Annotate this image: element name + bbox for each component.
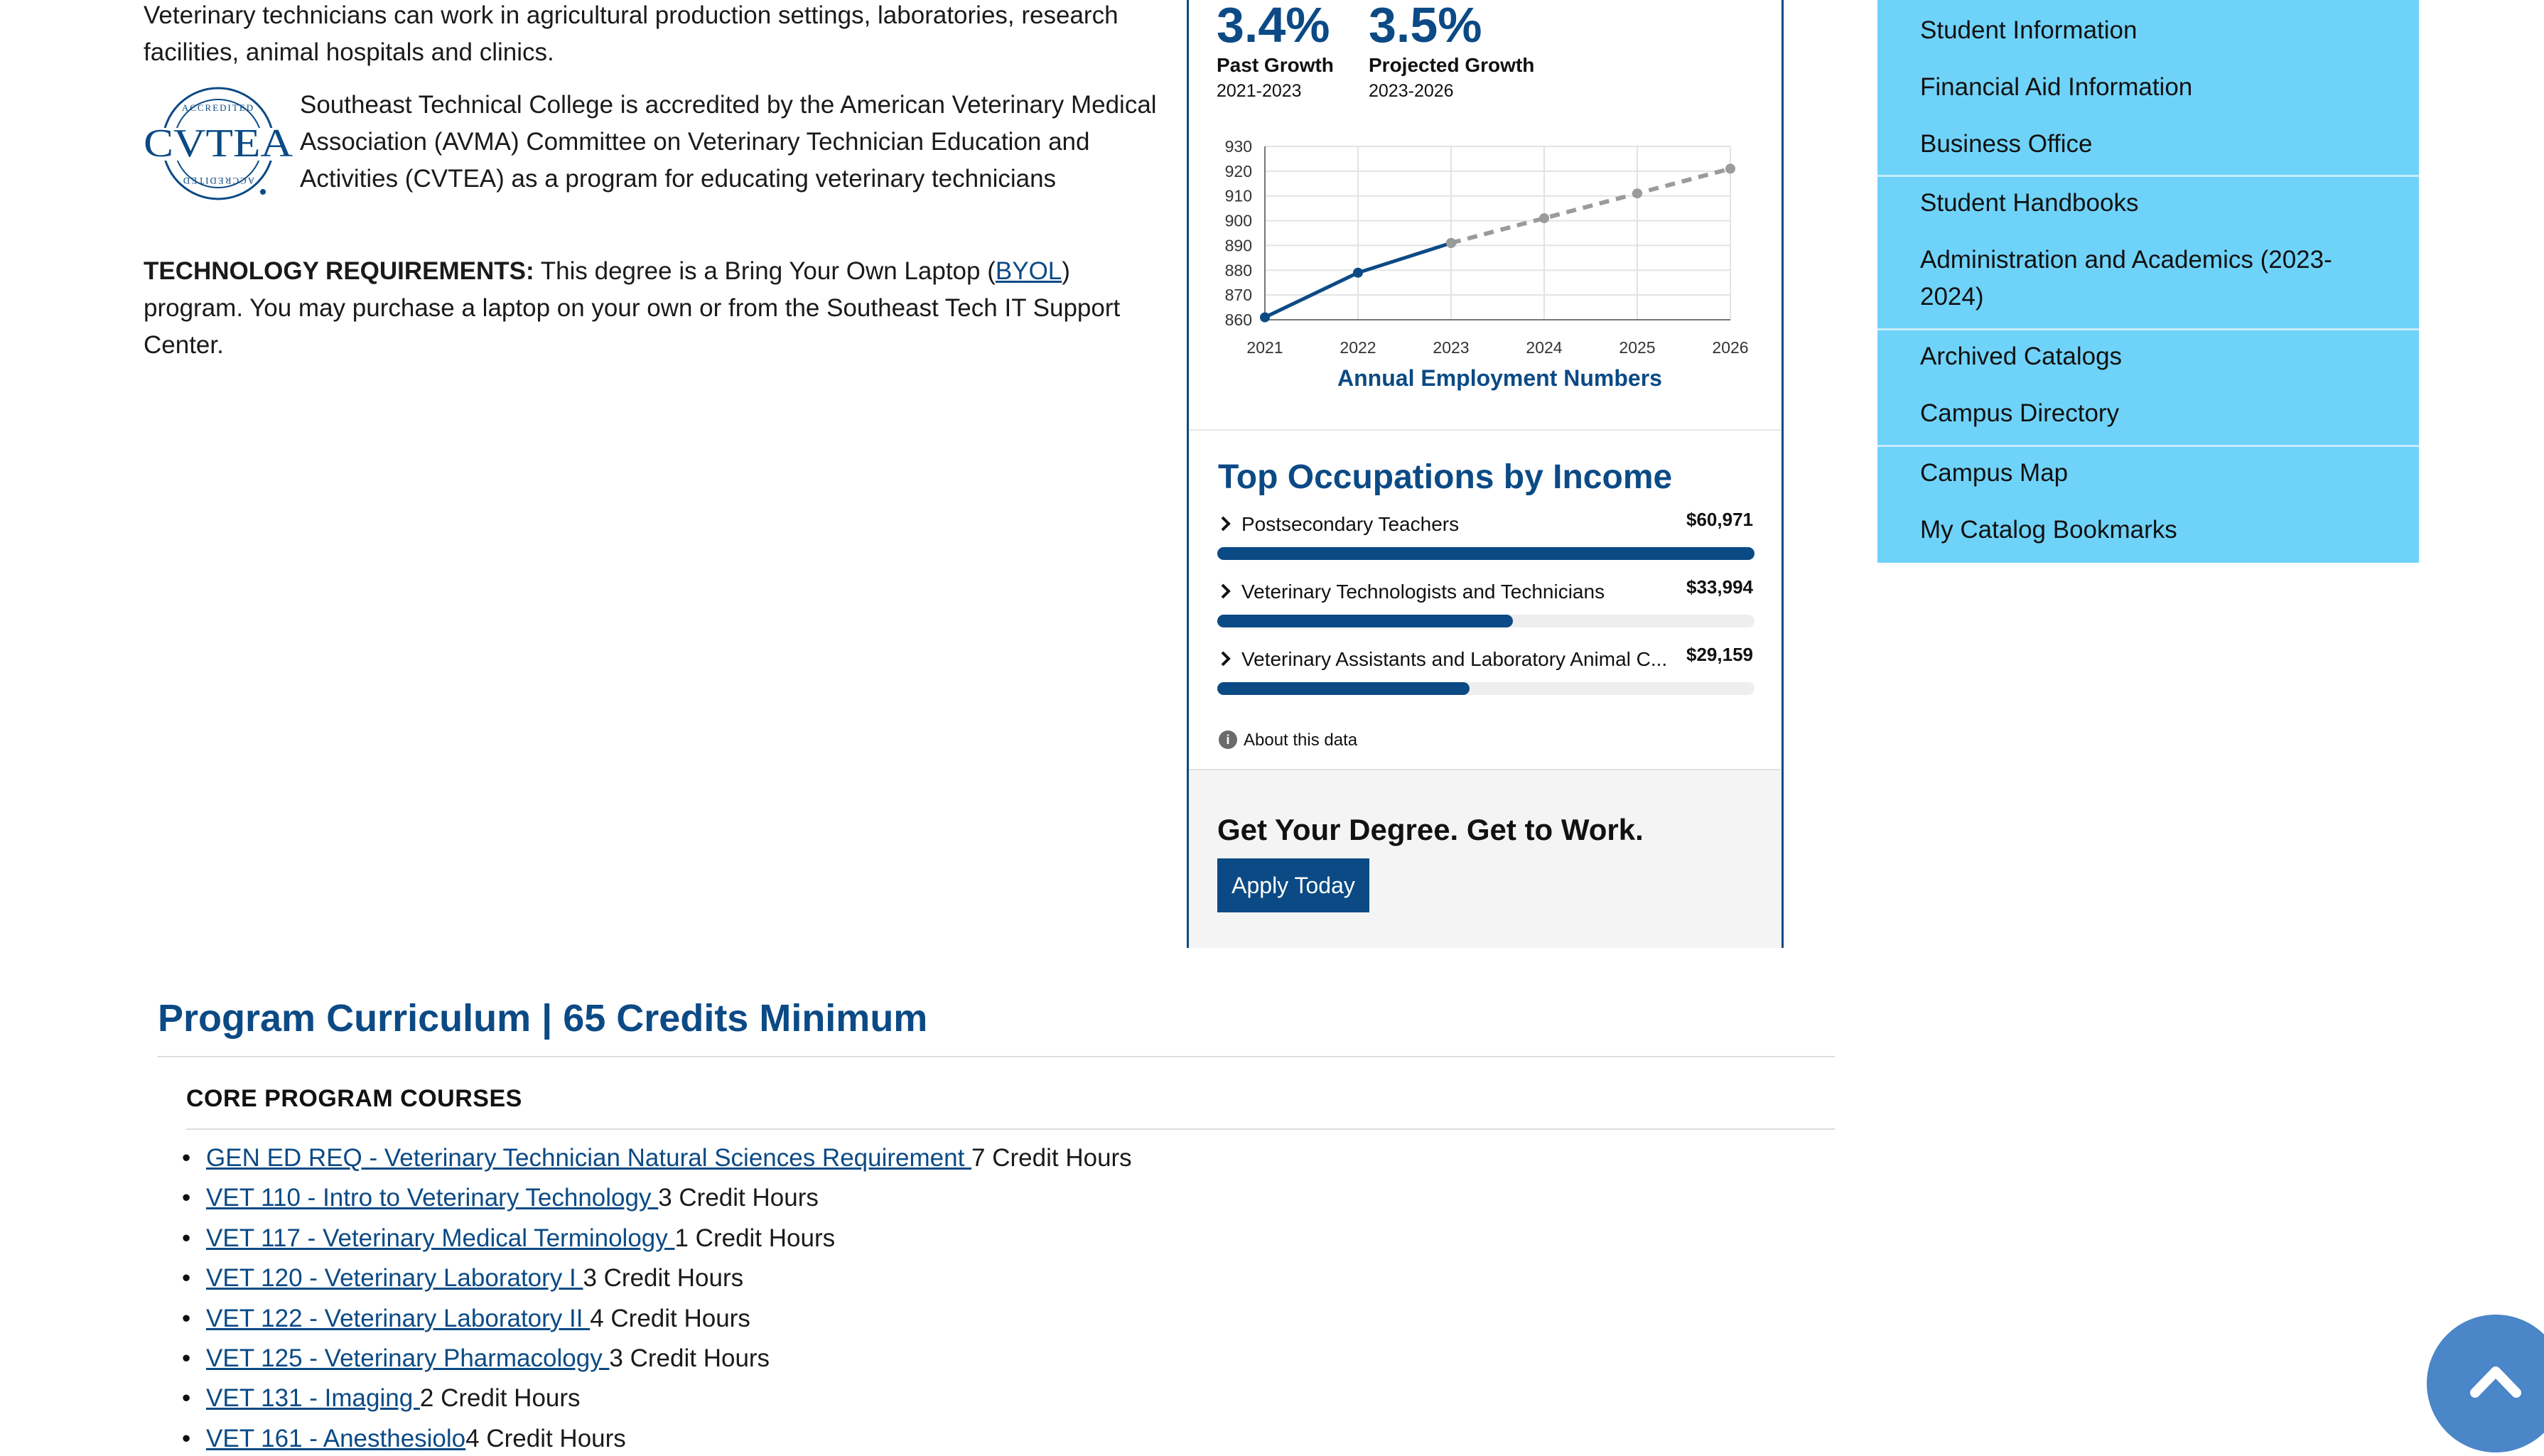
sidebar-item-business-office[interactable]: Business Office [1920,130,2093,158]
course-credits: 3 Credit Hours [658,1184,819,1212]
sidebar-item-campus-map[interactable]: Campus Map [1920,459,2069,487]
y-tick-label: 920 [1224,161,1252,180]
course-credits: 2 Credit Hours [419,1384,581,1413]
chevron-right-icon [1219,649,1233,668]
course-credits: 3 Credit Hours [583,1264,744,1293]
projected-point [1725,163,1735,173]
occupation-income: $33,994 [1686,576,1753,598]
occupation-bar-fill [1217,615,1513,627]
y-tick-label: 880 [1224,261,1252,280]
actual-point [1260,313,1270,323]
bullet: • [182,1304,191,1332]
x-tick-label: 2023 [1433,338,1470,357]
sidebar-item-student-information[interactable]: Student Information [1920,16,2138,44]
projected-point [1632,188,1642,198]
sidebar-item-campus-directory[interactable]: Campus Directory [1920,399,2120,427]
actual-point [1353,268,1363,278]
projected-growth-label: Projected Growth [1369,54,1535,76]
bullet: • [182,1264,191,1293]
sidebar-item-archived-catalogs[interactable]: Archived Catalogs [1920,343,2123,370]
chart-title: Annual Employment Numbers [1337,365,1662,391]
x-tick-label: 2025 [1619,338,1656,357]
occupation-bar-track [1217,615,1755,627]
accreditation-text: Southeast Technical College is accredited by the American Veterinary Medical Association (AVMA) Committee on Veterinary Technician Education and Activities (CVTEA) as a program for educating veterinary technicians [300,91,1157,193]
occupation-name: Veterinary Assistants and Laboratory Animal C... [1241,648,1668,670]
course-credits: 1 Credit Hours [674,1224,836,1252]
course-credits: 7 Credit Hours [971,1144,1132,1172]
course-credits: 4 Credit Hours [465,1424,626,1452]
svg-text:ACCREDITED: ACCREDITED [181,102,255,113]
y-tick-label: 910 [1224,186,1252,205]
sidebar-divider [1877,445,2419,447]
course-link[interactable]: VET 131 - Imaging [206,1384,420,1413]
chevron-right-icon [1219,582,1233,600]
occupation-bar-track [1217,547,1755,560]
curriculum-divider [158,1056,1835,1057]
y-tick-label: 860 [1224,311,1252,329]
x-tick-label: 2022 [1340,338,1376,357]
cta-section [1189,769,1782,948]
course-link[interactable]: VET 110 - Intro to Veterinary Technology [206,1184,659,1212]
course-link[interactable]: VET 125 - Veterinary Pharmacology [206,1344,610,1372]
past-growth-range: 2021-2023 [1217,81,1302,101]
course-link[interactable]: VET 122 - Veterinary Laboratory II [206,1304,591,1332]
back-to-top-button[interactable] [2427,1315,2544,1452]
bullet: • [182,1424,191,1452]
course-item [182,1424,626,1453]
tech-label: TECHNOLOGY REQUIREMENTS: [144,257,534,285]
course-link[interactable]: GEN ED REQ - Veterinary Technician Natural Sciences Requirement [206,1144,972,1172]
bullet: • [182,1184,191,1212]
past-growth-label: Past Growth [1217,54,1334,76]
course-item [182,1224,836,1253]
course-item [182,1144,1132,1172]
sidebar-item-administration-year[interactable]: 2024) [1920,283,1984,311]
bullet: • [182,1344,191,1372]
core-divider [186,1128,1835,1130]
sidebar-item-bookmarks[interactable]: My Catalog Bookmarks [1920,516,2177,544]
bullet: • [182,1384,191,1413]
sidebar-divider [1877,175,2419,177]
employment-line-chart [1208,128,1762,398]
y-tick-label: 890 [1224,236,1252,255]
course-item [182,1264,744,1293]
course-item [182,1184,819,1212]
x-tick-label: 2024 [1526,338,1563,357]
course-item [182,1384,581,1413]
occupation-bar-fill [1217,547,1755,560]
occupation-name: Veterinary Technologists and Technicians [1241,581,1605,603]
about-data-link[interactable]: About this data [1244,730,1358,750]
info-icon: i [1219,730,1237,749]
technology-requirements [144,253,1174,364]
y-tick-label: 930 [1224,137,1252,156]
occupation-income: $29,159 [1686,644,1753,665]
projected-series-line [1451,168,1730,243]
projected-point [1446,238,1456,248]
occupation-bar-track [1217,682,1755,695]
past-growth-value: 3.4% [1217,0,1330,53]
cvtea-logo [142,85,295,203]
course-credits: 4 Credit Hours [590,1304,750,1332]
sidebar-item-financial-aid[interactable]: Financial Aid Information [1920,73,2193,101]
occupation-name: Postsecondary Teachers [1241,513,1460,535]
y-tick-label: 870 [1224,286,1252,305]
course-credits: 3 Credit Hours [609,1344,770,1372]
sidebar-item-administration[interactable]: Administration and Academics (2023- [1920,246,2332,274]
top-occupations-section [1189,429,1782,770]
svg-text:ACCREDITED: ACCREDITED [181,176,255,186]
sidebar-divider [1877,328,2419,330]
occupation-income: $60,971 [1686,509,1753,530]
occupation-bar-fill [1217,682,1470,695]
y-tick-label: 900 [1224,211,1252,230]
bullet: • [182,1224,191,1252]
sidebar-nav [1877,0,2419,563]
occupations-title: Top Occupations by Income [1218,458,1673,496]
x-tick-label: 2026 [1712,338,1749,357]
intro-paragraph: Veterinary technicians can work in agricultural production settings, laboratories, research facilities, animal hospitals and clinics. [144,1,1119,66]
chevron-right-icon [1219,514,1233,533]
course-link[interactable]: VET 117 - Veterinary Medical Terminology [206,1224,675,1252]
bullet: • [182,1144,191,1172]
course-item [182,1304,750,1333]
course-link[interactable]: VET 161 - Anesthesiolo [206,1424,466,1452]
curriculum-title: Program Curriculum | 65 Credits Minimum [158,997,928,1040]
apply-today-button[interactable]: Apply Today [1217,858,1369,912]
projected-growth-range: 2023-2026 [1369,81,1454,101]
chevron-up-icon [2427,1315,2544,1452]
tech-text-2: ) program. You may purchase a laptop on your own or from the Southeast Tech IT Support Center. [144,257,1121,359]
projected-growth-value: 3.5% [1369,0,1482,53]
sidebar-item-student-handbooks[interactable]: Student Handbooks [1920,189,2139,217]
x-tick-label: 2021 [1246,338,1283,357]
projected-point [1539,213,1549,223]
cta-title: Get Your Degree. Get to Work. [1217,813,1644,846]
byol-link[interactable]: BYOL [995,257,1062,285]
course-link[interactable]: VET 120 - Veterinary Laboratory I [206,1264,583,1293]
svg-text:CVTEA: CVTEA [144,122,293,166]
course-item [182,1344,770,1373]
core-courses-title: CORE PROGRAM COURSES [186,1085,522,1112]
tech-text-1: This degree is a Bring Your Own Laptop ( [534,257,996,285]
